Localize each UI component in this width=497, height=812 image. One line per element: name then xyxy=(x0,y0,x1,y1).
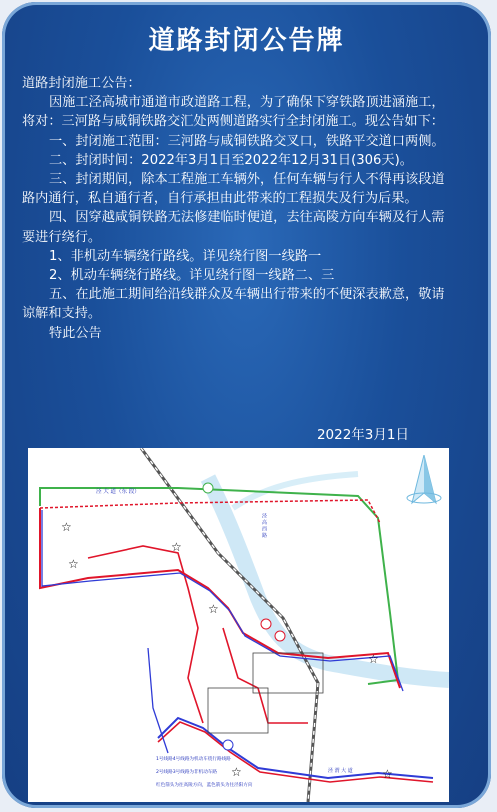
notice-text xyxy=(22,74,452,343)
landmark-star: ☆ xyxy=(382,767,393,781)
notice-item-4: 四、因穿越咸铜铁路无法修建临时便道，去往高陵方向车辆及行人需要进行绕行。 xyxy=(22,210,445,245)
detour-map-drawing xyxy=(28,448,449,802)
landmark-star: ☆ xyxy=(171,540,182,554)
route-number-marker xyxy=(275,631,285,641)
landmark-star: ☆ xyxy=(368,652,379,666)
map-road-label-top: 泾 大 道（东 段） xyxy=(96,489,140,495)
landmark-star: ☆ xyxy=(68,557,79,571)
board-title: 道路封闭公告牌 xyxy=(148,26,345,56)
town-block-shape-2 xyxy=(208,688,268,733)
map-legend-line-3: 红色箭头为往高陵方向，蓝色箭头为往泾阳方向 xyxy=(156,783,253,788)
route-number-marker xyxy=(203,483,213,493)
north-arrow-icon xyxy=(405,455,443,507)
notice-item-2: 二、封闭时间：2022年3月1日至2022年12月31日(306天)。 xyxy=(49,152,413,168)
map-road-label-east: 泾 高 西 路 xyxy=(261,513,267,538)
notice-heading: 道路封闭施工公告： xyxy=(22,76,141,91)
map-legend-line-1: 1号线路4号线路为机动车绕行路线路 xyxy=(156,757,231,762)
notice-detour-2: 2、机动车辆绕行路线。详见绕行图一线路二、三 xyxy=(49,268,335,284)
landmark-star: ☆ xyxy=(208,602,219,616)
notice-date: 2022年3月1日 xyxy=(316,427,409,443)
notice-item-3: 三、封闭期间，除本工程施工车辆外，任何车辆与行人不得再该段道路内通行，私自通行者，自行承担由此带来的工程损失及行为后果。 xyxy=(22,172,445,207)
route-number-marker xyxy=(223,740,233,750)
notice-closing: 特此公告 xyxy=(49,325,102,341)
route-red-top-path xyxy=(40,500,380,523)
map-legend-line-2: 2号线路3号线路为非机动车路 xyxy=(156,770,217,775)
notice-intro: 因施工泾高城市通道市政道路工程，为了确保下穿铁路顶进涵施工，将对：三河路与咸铜铁路交汇处两侧道路实行全封闭施工。现公告如下： xyxy=(22,95,445,130)
map-road-label-south: 泾 渭 大 道 xyxy=(328,768,353,774)
notice-item-1: 一、封闭施工范围：三河路与咸铜铁路交叉口，铁路平交道口两侧。 xyxy=(49,133,445,149)
notice-detour-1: 1、非机动车辆绕行路线。详见绕行图一线路一 xyxy=(49,248,322,264)
route-number-marker xyxy=(261,619,271,629)
landmark-star: ☆ xyxy=(231,765,242,779)
detour-map xyxy=(28,448,449,802)
landmark-star: ☆ xyxy=(61,520,72,534)
notice-item-5: 五、在此施工期间给沿线群众及车辆出行带来的不便深表歉意，敬请谅解和支持。 xyxy=(22,287,445,322)
